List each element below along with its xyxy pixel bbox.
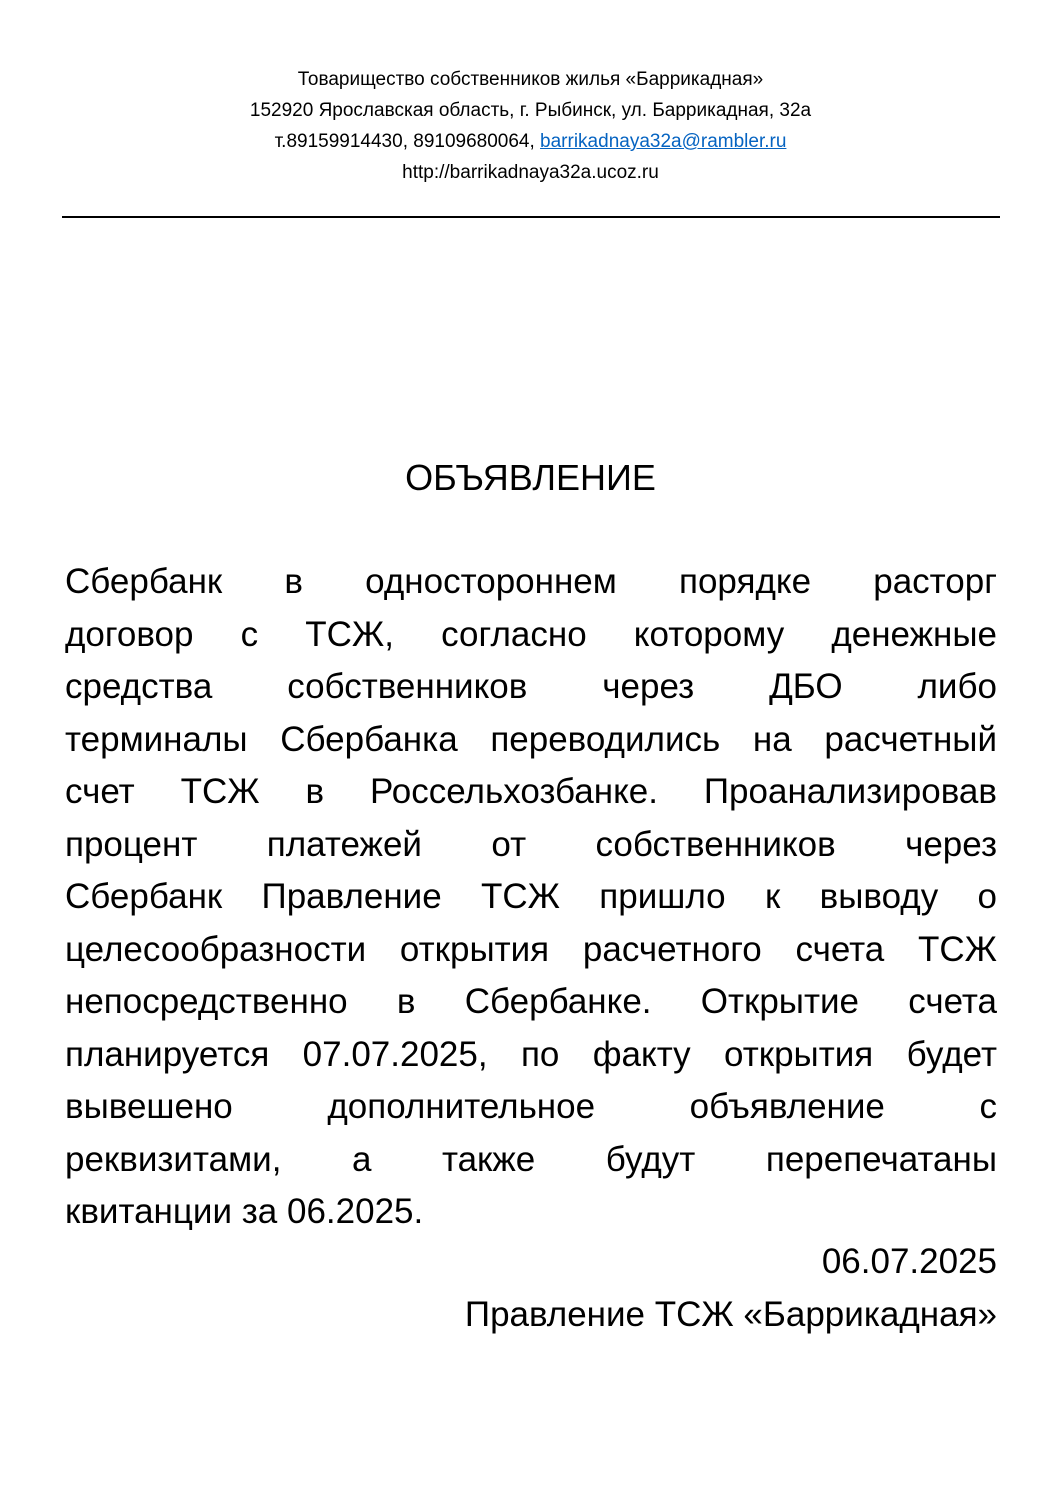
body-line: Сбербанк Правление ТСЖ пришло к выводу о — [65, 877, 997, 916]
body-line: реквизитами, а также будут перепечатаны — [65, 1139, 997, 1179]
body-line: процент платежей от собственников через — [65, 824, 997, 864]
header-divider — [62, 216, 1000, 218]
website-url: http://barrikadnaya32a.ucoz.ru — [402, 162, 659, 183]
signature-date: 06.07.2025 — [821, 1242, 997, 1281]
letterhead — [0, 64, 1061, 188]
announcement-body — [65, 556, 997, 1239]
contact-line — [0, 126, 1061, 157]
body-line: непосредственно в Сбербанке. Открытие счета — [65, 982, 997, 1021]
phone-numbers: т.89159914430, 89109680064, — [274, 131, 541, 152]
document-title: ОБЪЯВЛЕНИЕ — [405, 457, 656, 498]
org-name: Товарищество собственников жилья «Баррикадная» — [297, 69, 764, 90]
body-line: планируется 07.07.2025, по факту открытия будет — [65, 1034, 997, 1074]
body-line: договор с ТСЖ, согласно которому денежные — [65, 614, 997, 654]
org-address: 152920 Ярославская область, г. Рыбинск, ул. Баррикадная, 32а — [249, 100, 812, 121]
signature-signer: Правление ТСЖ «Баррикадная» — [464, 1294, 997, 1334]
body-line: средства собственников через ДБО либо — [65, 667, 997, 706]
body-line: счет ТСЖ в Россельхозбанке. Проанализировав — [65, 772, 997, 811]
body-line: терминалы Сбербанка переводились на расчетный — [65, 719, 997, 759]
signature-block — [65, 1236, 997, 1341]
email-link[interactable]: barrikadnaya32a@rambler.ru — [540, 131, 787, 152]
body-line: целесообразности открытия расчетного счета ТСЖ — [65, 929, 997, 969]
body-line: вывешено дополнительное объявление с — [65, 1087, 997, 1126]
body-line: Сбербанк в одностороннем порядке расторг — [65, 562, 997, 601]
body-line: квитанции за 06.2025. — [65, 1192, 424, 1231]
